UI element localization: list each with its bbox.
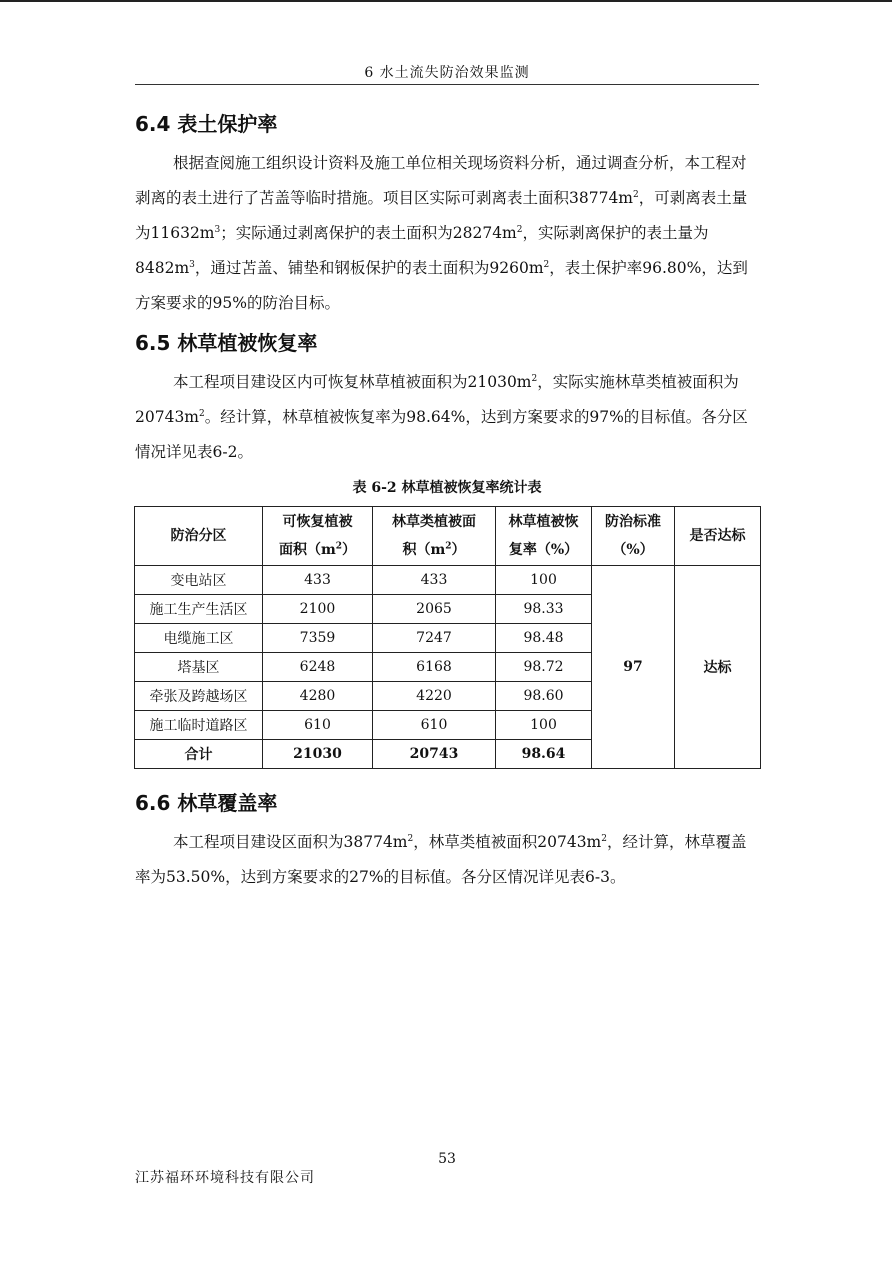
superscript: 2 [199,408,205,419]
cell-zone: 牵张及跨越场区 [135,682,263,711]
table-caption: 表 6-2 林草植被恢复率统计表 [352,480,542,496]
text-run: ，通过苫盖、铺垫和钢板保护的表土面积为9260m [194,259,544,277]
text-run: ，实际实施林草类植被面积为20743m [135,373,739,426]
superscript: 2 [633,189,639,200]
cell-restorable: 7359 [263,624,373,653]
paragraph-6-4 [135,146,759,321]
header-restorable-area-close: ） [342,542,357,558]
header-restorable-area-sup: 2 [335,541,343,552]
cell-met-merged: 达标 [675,566,761,769]
company-name: 江苏福环环境科技有限公司 [135,1170,315,1186]
text-run: ，表土保护率96.80%，达到方案要求的95%的防治目标。 [135,259,748,312]
header-vegetation-area-line2: 积（m [402,542,446,558]
cell-total-label: 合计 [135,740,263,769]
header-vegetation-area [373,507,496,566]
paragraph-6-5-text [135,365,759,470]
cell-zone: 施工临时道路区 [135,711,263,740]
cell-rate: 98.60 [496,682,592,711]
superscript: 3 [214,224,221,235]
cell-veg: 433 [373,566,496,595]
cell-restorable: 433 [263,566,373,595]
cell-restorable: 610 [263,711,373,740]
header-restorable-area-line2: 面积（m [278,542,336,558]
cell-veg: 2065 [373,595,496,624]
page-number: 53 [438,1151,456,1167]
paragraph-6-6 [135,825,759,895]
text-run: ，林草类植被面积20743m [413,833,602,851]
text-run: 本工程项目建设区内可恢复林草植被面积为21030m [173,373,532,391]
cell-veg: 4220 [373,682,496,711]
superscript: 2 [516,224,523,235]
header-rule [135,84,759,85]
section-title-6-6: 6.6 林草覆盖率 [135,791,278,815]
text-run: ；实际通过剥离保护的表土面积为28274m [220,224,517,242]
header-restorable-area [263,507,373,566]
header-standard-line1: 防治标准 [605,514,661,530]
cell-zone: 塔基区 [135,653,263,682]
section-title-6-4: 6.4 表土保护率 [135,112,278,136]
cell-restorable: 6248 [263,653,373,682]
superscript: 2 [601,833,607,844]
running-header: 6 水土流失防治效果监测 [364,65,530,81]
cell-rate: 98.72 [496,653,592,682]
header-standard-line2: （%） [612,542,654,558]
header-zone: 防治分区 [135,507,263,566]
paragraph-6-4-text [135,146,759,321]
header-restoration-rate [496,507,592,566]
cell-total-rate: 98.64 [496,740,592,769]
superscript: 2 [543,259,550,270]
text-run: ，实际剥离保护的表土量为8482m [135,224,709,277]
section-title-6-5: 6.5 林草植被恢复率 [135,331,318,355]
cell-restorable: 2100 [263,595,373,624]
cell-total-restorable: 21030 [263,740,373,769]
header-rate-line2: 复率（%） [508,542,579,558]
cell-veg: 7247 [373,624,496,653]
cell-rate: 100 [496,566,592,595]
table-row [135,566,761,595]
cell-zone: 电缆施工区 [135,624,263,653]
cell-rate: 98.48 [496,624,592,653]
header-vegetation-area-close: ） [451,542,466,558]
header-vegetation-area-sup: 2 [445,541,452,552]
page-top-border [0,0,892,2]
cell-veg: 610 [373,711,496,740]
vegetation-restoration-table [134,506,761,769]
cell-zone: 变电站区 [135,566,263,595]
table-header-row [135,507,761,566]
header-standard [592,507,675,566]
superscript: 3 [189,259,195,270]
cell-standard-merged: 97 [592,566,675,769]
header-met: 是否达标 [675,507,761,566]
header-vegetation-area-line1: 林草类植被面 [392,514,476,530]
text-run: 本工程项目建设区面积为38774m [173,833,408,851]
cell-rate: 98.33 [496,595,592,624]
header-restorable-area-line1: 可恢复植被 [282,514,353,530]
superscript: 2 [531,373,538,384]
cell-rate: 100 [496,711,592,740]
text-run: 根据查阅施工组织设计资料及施工单位相关现场资料分析，通过调查分析，本工程对剥离的表土进行了苫盖等临时措施。项目区实际可剥离表土面积38774m [135,154,747,207]
cell-total-veg: 20743 [373,740,496,769]
text-run: ，可剥离表土量为11632m [135,189,748,242]
cell-zone: 施工生产生活区 [135,595,263,624]
cell-veg: 6168 [373,653,496,682]
text-run: 。经计算，林草植被恢复率为98.64%，达到方案要求的97%的目标值。各分区情况详见表6-2。 [135,408,748,461]
paragraph-6-6-text [135,825,759,895]
superscript: 2 [407,833,414,844]
header-rate-line1: 林草植被恢 [508,514,579,530]
cell-restorable: 4280 [263,682,373,711]
text-run: ，经计算，林草覆盖率为53.50%，达到方案要求的27%的目标值。各分区情况详见表6-3。 [135,833,747,886]
paragraph-6-5 [135,365,759,470]
